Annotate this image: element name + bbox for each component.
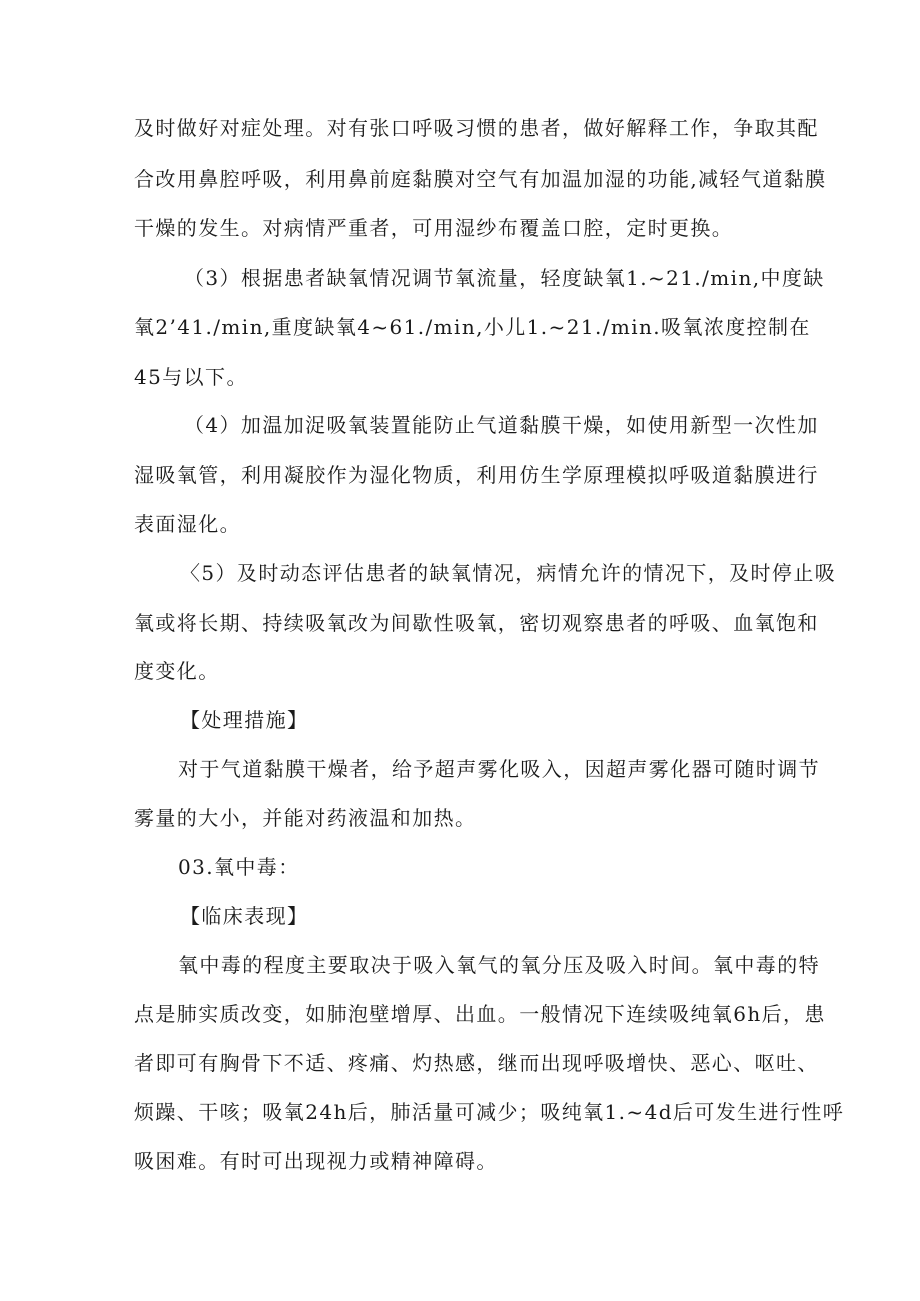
section-heading: 【临床表现】 — [180, 904, 309, 928]
paragraph-line: （3）根据患者缺氧情况调节氧流量，轻度缺氧1.~21./min,中度缺 — [184, 266, 825, 290]
paragraph-line: 者即可有胸骨下不适、疼痛、灼热感，继而出现呼吸增快、恶心、呕吐、 — [134, 1051, 819, 1075]
section-heading: 【处理措施】 — [180, 708, 309, 732]
paragraph-line: 烦躁、干咳；吸氧24h后，肺活量可减少；吸纯氧1.~4d后可发生进行性呼 — [134, 1100, 845, 1124]
paragraph-line: 氧中毒的程度主要取决于吸入氧气的氧分压及吸入时间。氧中毒的特 — [178, 953, 820, 977]
paragraph-line: 雾量的大小，并能对药液温和加热。 — [134, 806, 477, 830]
paragraph-line: 点是肺实质改变，如肺泡壁增厚、出血。一般情况下连续吸纯氧6h后，患 — [134, 1002, 826, 1026]
paragraph-line: 表面湿化。 — [134, 512, 241, 536]
paragraph-line: 合改用鼻腔呼吸，利用鼻前庭黏膜对空气有加温加湿的功能,减轻气道黏膜 — [134, 167, 827, 191]
paragraph-line: 氧或将长期、持续吸氧改为间歇性吸氧，密切观察患者的呼吸、血氧饱和 — [134, 611, 819, 635]
paragraph-line: （4）加温加浞吸氧装置能防止气道黏膜干燥，如使用新型一次性加 — [184, 413, 819, 437]
paragraph-line: 45与以下。 — [134, 365, 248, 389]
paragraph-line: 干燥的发生。对病情严重者，可用湿纱布覆盖口腔，定时更换。 — [134, 216, 734, 240]
paragraph-line: 氧2’41./min,重度缺氧4~61./min,小儿1.~21./min.吸氧浓度控制在 — [134, 315, 811, 339]
section-heading: 03.氧中毒： — [178, 855, 300, 879]
paragraph-line: 度变化。 — [134, 659, 220, 683]
paragraph-line: 对于气道黏膜干燥者，给予超声雾化吸入，因超声雾化器可随时调节 — [178, 757, 820, 781]
paragraph-line: 〈5）及时动态评估患者的缺氧情况，病情允许的情况下，及时停止吸 — [180, 561, 837, 585]
paragraph-line: 湿吸氧管，利用凝胶作为湿化物质，利用仿生学原理模拟呼吸道黏膜进行 — [134, 463, 819, 487]
paragraph-line: 及时做好对症处理。对有张口呼吸习惯的患者，做好解释工作，争取其配 — [134, 116, 819, 140]
paragraph-line: 吸困难。有时可出现视力或精神障碍。 — [134, 1149, 498, 1173]
